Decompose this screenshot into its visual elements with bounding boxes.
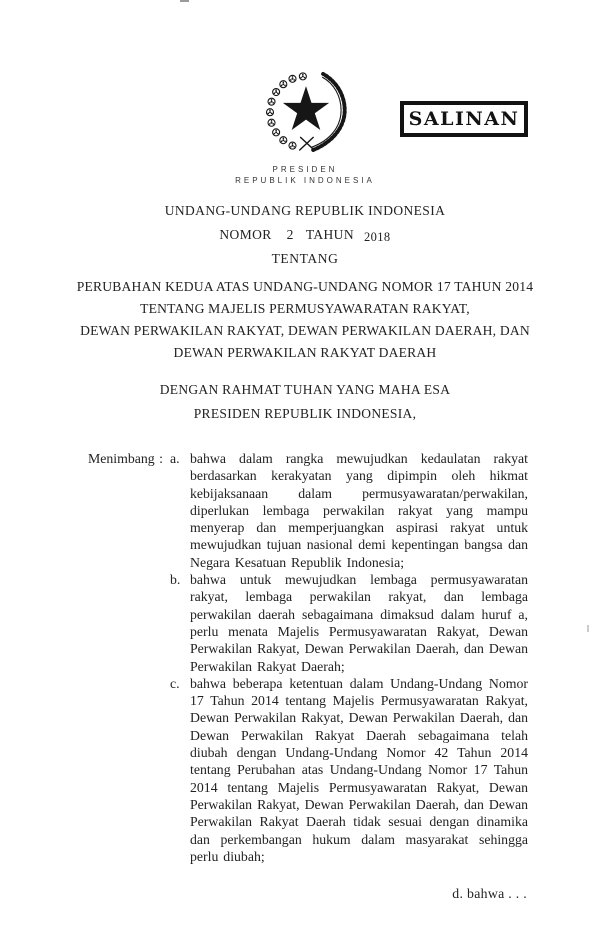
issuer-line: PRESIDEN REPUBLIK INDONESIA,: [193, 406, 417, 421]
item-marker: c.: [170, 675, 180, 691]
law-number-line: [0, 227, 610, 243]
item-text: bahwa dalam rangka mewujudkan kedaulatan rakyat berdasarkan kerakyatan yang dipimpin oleh hikmat kebijaksanaan dalam permusyawaratan/perwakilan, diperlukan lembaga perwakilan rakyat yang mampu menyerap dan memperjuangkan aspirasi rakyat untuk mewujudkan tujuan nasional demi kepentingan bangsa dan Negara Kesatuan Republik Indonesia;: [190, 451, 528, 570]
item-marker: b.: [170, 572, 181, 588]
letterhead: [0, 164, 610, 186]
menimbang-items: [170, 450, 528, 865]
law-subject-line2: TENTANG MAJELIS PERMUSYAWARATAN RAKYAT,: [140, 301, 470, 316]
tahun-value: 2018: [363, 230, 391, 244]
law-subject-line4: DEWAN PERWAKILAN RAKYAT DAERAH: [173, 345, 437, 360]
nomor-value: 2: [286, 227, 294, 242]
consideration-item-b: [170, 571, 528, 675]
law-subject-line1: PERUBAHAN KEDUA ATAS UNDANG-UNDANG NOMOR 17 TAHUN 2014: [76, 279, 534, 294]
item-marker: a.: [170, 451, 180, 466]
menimbang-colon: :: [159, 451, 163, 466]
scan-artifact-top: [180, 0, 189, 2]
letterhead-line2: REPUBLIK INDONESIA: [235, 176, 375, 185]
law-title: UNDANG-UNDANG REPUBLIK INDONESIA: [164, 203, 446, 218]
law-subject-line3: DEWAN PERWAKILAN RAKYAT, DEWAN PERWAKILAN DAERAH, DAN: [80, 323, 530, 338]
nomor-label: NOMOR: [219, 227, 272, 242]
menimbang-label: [88, 450, 170, 865]
consideration-item-a: [170, 450, 528, 571]
item-text: bahwa untuk mewujudkan lembaga permusyawaratan rakyat, lembaga perwakilan rakyat, dan lembaga perwakilan daerah sebagaimana dimaksud dalam huruf a, perlu menata Majelis Permusyawaratan Rakyat, Dewan Perwakilan Rakyat, Dewan Perwakilan Daerah, dan Dewan Perwakilan Rakyat Daerah;: [190, 572, 528, 674]
salinan-stamp: [400, 101, 528, 137]
tentang-label: TENTANG: [271, 251, 339, 266]
law-subject: [0, 276, 610, 364]
presidential-seal-icon: [260, 69, 352, 159]
page-catchword: d. bahwa . . .: [452, 886, 527, 901]
salinan-stamp-label: SALINAN: [408, 108, 520, 130]
tahun-label: TAHUN: [305, 227, 354, 242]
item-text: bahwa beberapa ketentuan dalam Undang-Undang Nomor 17 Tahun 2014 tentang Majelis Permusyawaratan Rakyat, Dewan Perwakilan Rakyat, Dewan Perwakilan Daerah, dan Dewan Perwakilan Rakyat Daerah sebagaimana telah diubah dengan Undang-Undang Nomor 42 Tahun 2014 tentang Perubahan atas Undang-Undang Nomor 17 Tahun 2014 tentang Majelis Permusyawaratan Rakyat, Dewan Perwakilan Rakyat, Dewan Perwakilan Daerah, dan Dewan Perwakilan Rakyat Daerah tidak sesuai dengan dinamika dan perkembangan hukum dalam masyarakat sehingga perlu diubah;: [190, 675, 528, 864]
menimbang-section: [88, 450, 528, 865]
menimbang-label-text: Menimbang: [88, 451, 155, 466]
scan-artifact-right: [587, 625, 589, 632]
consideration-item-c: [170, 675, 528, 865]
letterhead-line1: PRESIDEN: [272, 165, 338, 174]
invocation-line: DENGAN RAHMAT TUHAN YANG MAHA ESA: [159, 382, 451, 397]
